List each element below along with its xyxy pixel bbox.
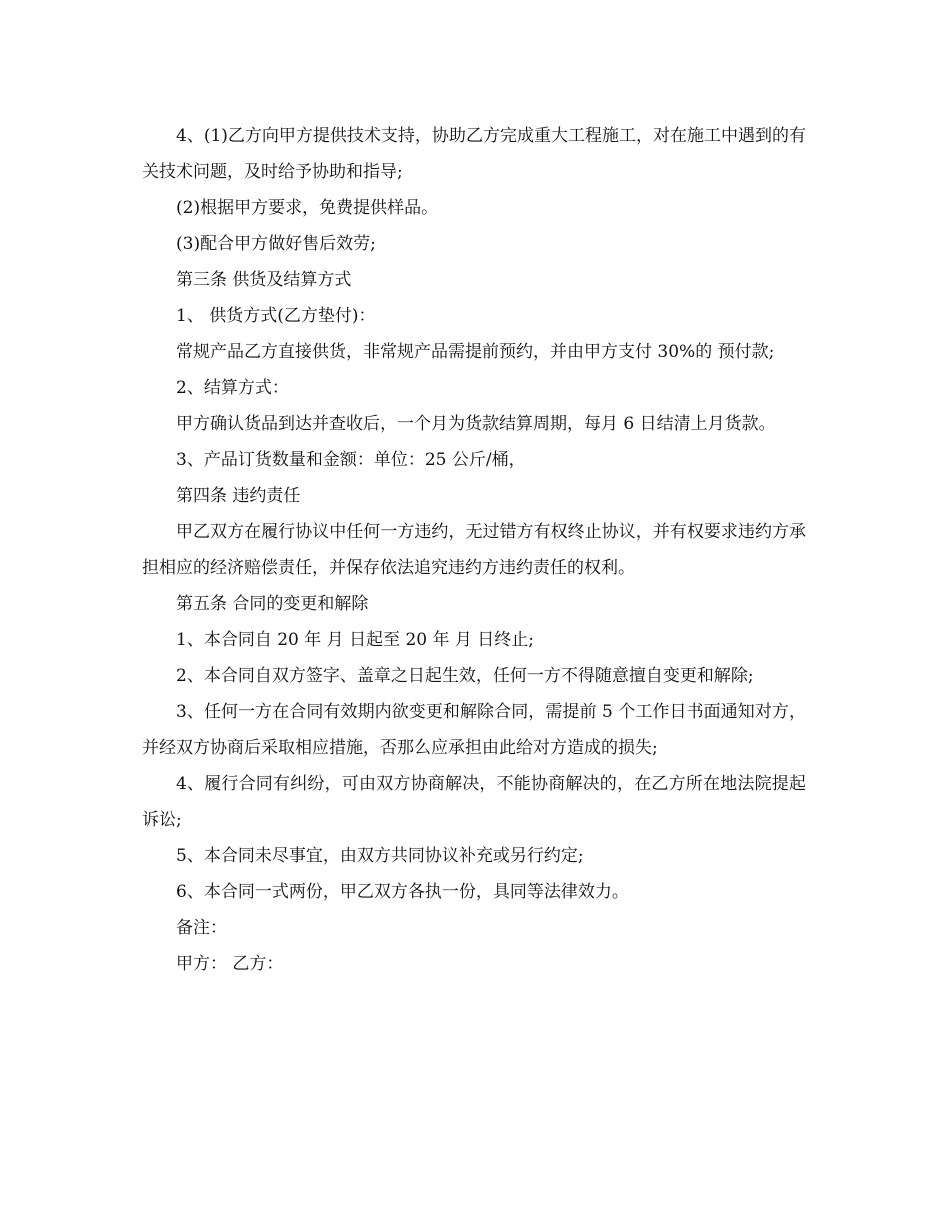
- section-heading-article-4: 第四条 违约责任: [176, 486, 301, 506]
- paragraph-clause-4-1: 4、(1)乙方向甲方提供技术支持，协助乙方完成重大工程施工，对在施工中遇到的有关技术问题，及时给予协助和指导;: [142, 126, 806, 182]
- paragraph-supplement: 5、本合同未尽事宜，由双方共同协议补充或另行约定;: [176, 846, 584, 866]
- paragraph-signatures: 甲方： 乙方：: [176, 954, 284, 974]
- paragraph-dispute: 4、履行合同有纠纷，可由双方协商解决，不能协商解决的，在乙方所在地法院提起诉讼;: [142, 774, 806, 830]
- paragraph-supply-detail: 常规产品乙方直接供货，非常规产品需提前预约，并由甲方支付 30%的 预付款;: [176, 342, 775, 362]
- paragraph-clause-4-2: (2)根据甲方要求，免费提供样品。: [176, 198, 439, 218]
- paragraph-clause-4-3: (3)配合甲方做好售后效劳;: [176, 234, 376, 254]
- section-heading-article-5: 第五条 合同的变更和解除: [176, 594, 369, 614]
- document-body: [142, 118, 806, 982]
- paragraph-effective: 2、本合同自双方签字、盖章之日起生效，任何一方不得随意擅自变更和解除;: [176, 666, 754, 686]
- paragraph-term: 1、本合同自 20 年 月 日起至 20 年 月 日终止;: [176, 630, 535, 650]
- paragraph-breach-liability: 甲乙双方在履行协议中任何一方违约，无过错方有权终止协议，并有权要求违约方承担相应的经济赔偿责任，并保存依法追究违约方违约责任的权利。: [142, 522, 806, 578]
- paragraph-remarks: 备注：: [176, 918, 227, 938]
- paragraph-change-notice: 3、任何一方在合同有效期内欲变更和解除合同，需提前 5 个工作日书面通知对方，并经双方协商后采取相应措施，否那么应承担由此给对方造成的损失;: [142, 702, 806, 758]
- paragraph-settlement-method: 2、结算方式：: [176, 378, 289, 398]
- paragraph-order-quantity: 3、产品订货数量和金额：单位：25 公斤/桶，: [176, 450, 526, 470]
- paragraph-copies: 6、本合同一式两份，甲乙双方各执一份，具同等法律效力。: [176, 882, 629, 902]
- section-heading-article-3: 第三条 供货及结算方式: [176, 270, 352, 290]
- paragraph-supply-method: 1、 供货方式(乙方垫付)：: [176, 306, 376, 326]
- paragraph-settlement-detail: 甲方确认货品到达并查收后，一个月为货款结算周期，每月 6 日结清上月货款。: [176, 414, 776, 434]
